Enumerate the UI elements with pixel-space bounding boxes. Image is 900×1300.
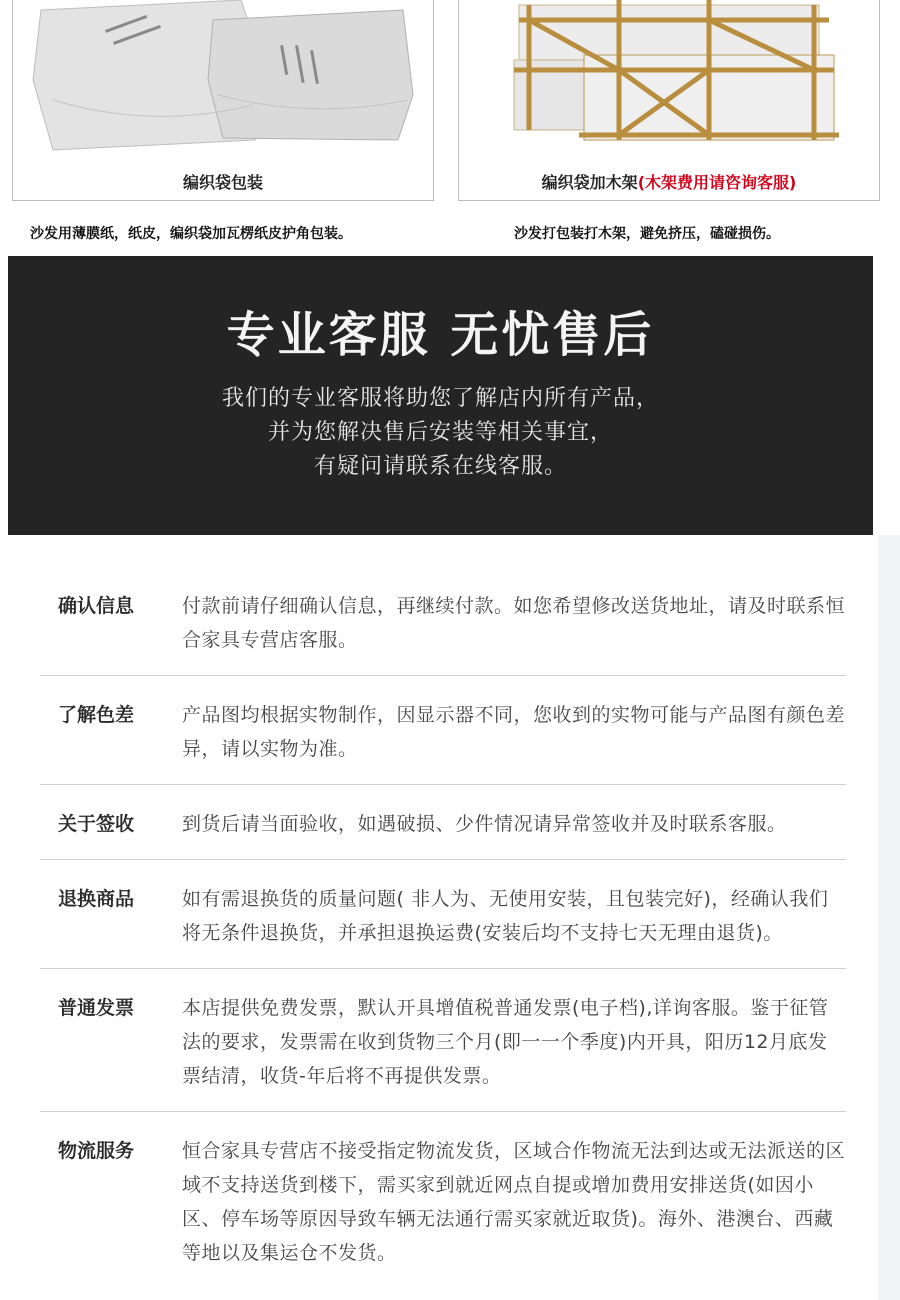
policy-item-returns (40, 860, 846, 969)
policy-text: 恒合家具专营店不接受指定物流发货，区域合作物流无法到达或无法派送的区域不支持送货到楼下，需买家到就近网点自提或增加费用安排送货(如因小区、停车场等原因导致车辆无法通行需买家就近取货)。海外、港澳台、西藏等地以及集运仓不发货。 (182, 1140, 846, 1264)
wooden-frame-package-photo (459, 0, 879, 160)
policy-item-confirm-info (40, 567, 846, 676)
packaging-section (0, 0, 900, 255)
woven-bag-caption: 编织袋包装 (182, 173, 263, 192)
policy-item-invoice (40, 969, 846, 1112)
policy-item-logistics (40, 1112, 846, 1288)
policy-label: 确认信息 (58, 595, 135, 617)
policy-label: 普通发票 (58, 997, 135, 1019)
policy-list (40, 567, 846, 1288)
wooden-frame-description: 沙发打包装打木架，避免挤压，磕碰损伤。 (514, 226, 780, 242)
wooden-frame-fee-note: (木架费用请咨询客服) (637, 173, 797, 192)
policy-text: 产品图均根据实物制作，因显示器不同，您收到的实物可能与产品图有颜色差异，请以实物为准。 (182, 704, 846, 760)
banner-title: 专业客服 无忧售后 (226, 307, 655, 363)
policy-label: 关于签收 (58, 813, 135, 835)
banner-line: 并为您解决售后安装等相关事宜， (267, 420, 613, 445)
policy-text: 付款前请仔细确认信息，再继续付款。如您希望修改送货地址，请及时联系恒合家具专营店客服。 (182, 595, 846, 651)
woven-bag-package-photo (13, 0, 433, 160)
banner-line: 有疑问请联系在线客服。 (313, 454, 567, 479)
policy-label: 了解色差 (58, 704, 135, 726)
service-banner (8, 256, 873, 535)
policy-text: 到货后请当面验收，如遇破损、少件情况请异常签收并及时联系客服。 (182, 813, 787, 835)
policy-label: 物流服务 (58, 1140, 135, 1162)
woven-bag-packaging-card (12, 0, 434, 201)
page-gutter (878, 535, 900, 1300)
policy-item-color-difference (40, 676, 846, 785)
banner-subtitle (8, 382, 873, 484)
policy-item-sign-for-delivery (40, 785, 846, 860)
banner-line: 我们的专业客服将助您了解店内所有产品， (221, 386, 659, 411)
policy-text: 如有需退换货的质量问题( 非人为、无使用安装，且包装完好)，经确认我们将无条件退换货，并承担退换运费(安装后均不支持七天无理由退货)。 (182, 888, 829, 944)
wooden-frame-caption-main: 编织袋加木架 (541, 173, 638, 192)
woven-bag-description: 沙发用薄膜纸，纸皮，编织袋加瓦楞纸皮护角包装。 (30, 226, 352, 242)
wooden-frame-packaging-card (458, 0, 880, 201)
policy-text: 本店提供免费发票，默认开具增值税普通发票(电子档),详询客服。鉴于征管法的要求，发票需在收到货物三个月(即一一个季度)内开具，阳历12月底发票结清，收货-年后将不再提供发票。 (182, 997, 829, 1087)
wooden-frame-caption (459, 170, 879, 193)
policy-label: 退换商品 (58, 888, 135, 910)
